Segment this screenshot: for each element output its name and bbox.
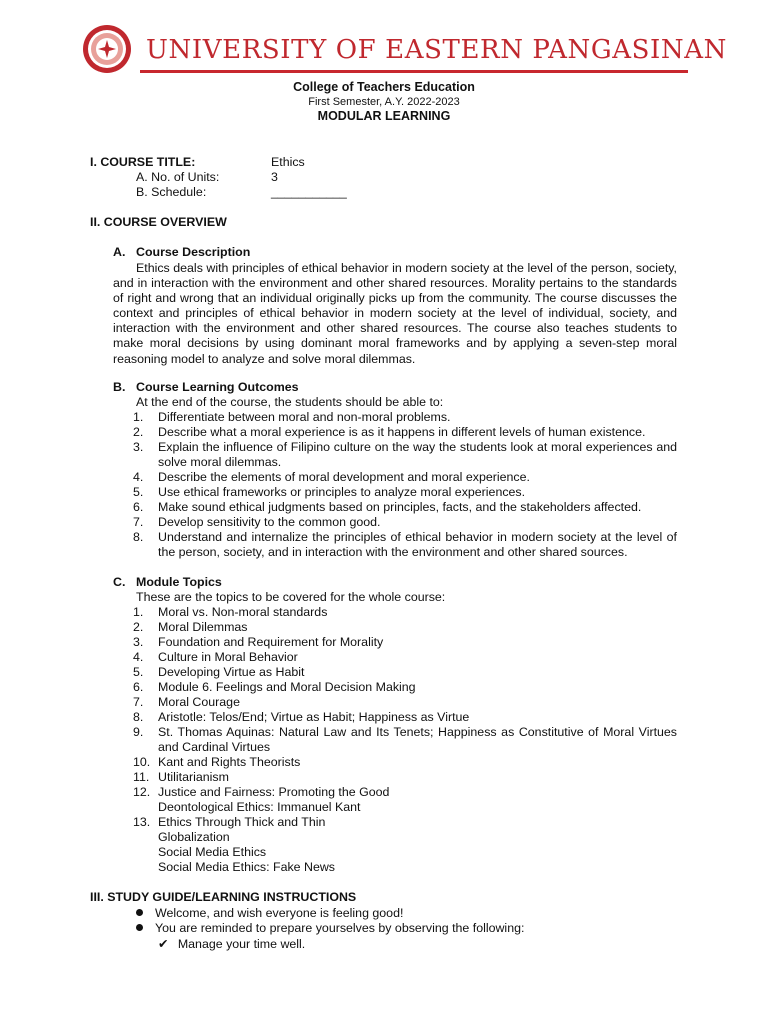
bullet-icon (136, 924, 143, 931)
university-name: UNIVERSITY OF EASTERN PANGASINAN (146, 35, 727, 65)
course-description-text: Ethics deals with principles of ethical behavior in modern society at the level of the person, society, and in interaction with the environment and other shared resources. Morality pertains to the standards of right and wrong that an individual originally picks up from the community. The course discusses the context and principles of ethical behavior in modern society at the level of individual, society, and interaction with the environment and other shared resources. The course also teaches students to make moral decisions by using dominant moral frameworks and by applying a seven-step moral reasoning model to analyze and solve moral dilemmas. (113, 261, 677, 366)
list-item: 6. Module 6. Feelings and Moral Decision Making (133, 680, 416, 694)
list-item: 12. Justice and Fairness: Promoting the Good (133, 785, 390, 799)
bullet-item: You are reminded to prepare yourselves by observing the following: (136, 921, 524, 935)
bullet-icon (136, 909, 143, 916)
list-item: 2. Describe what a moral experience is as it happens in different levels of human existence. (133, 425, 646, 439)
outcomes-letter: B. (113, 380, 126, 394)
check-icon: ✔ (158, 937, 169, 951)
outcomes-list (113, 410, 677, 560)
course-title-label: I. COURSE TITLE: (90, 155, 196, 169)
list-item: 9. St. Thomas Aquinas: Natural Law and Its Tenets; Happiness as Constitutive of Moral Virtues and Cardinal Virtues (133, 725, 677, 754)
bullet-item: Welcome, and wish everyone is feeling good! (136, 906, 403, 920)
list-item: 1. Moral vs. Non-moral standards (133, 605, 328, 619)
course-title-value: Ethics (271, 155, 305, 169)
sub-list-item: Deontological Ethics: Immanuel Kant (158, 800, 361, 814)
list-item: 7. Develop sensitivity to the common good. (133, 515, 381, 529)
sub-list-item: Globalization (158, 830, 230, 844)
sub-list-item: Social Media Ethics: Fake News (158, 860, 335, 874)
description-title: Course Description (136, 245, 251, 259)
list-item: 6. Make sound ethical judgments based on principles, facts, and the stakeholders affected. (133, 500, 642, 514)
university-seal-icon (82, 24, 132, 74)
study-guide-heading: III. STUDY GUIDE/LEARNING INSTRUCTIONS (90, 890, 357, 904)
topics-title: Module Topics (136, 575, 222, 589)
sub-list-item: Social Media Ethics (158, 845, 267, 859)
description-letter: A. (113, 245, 126, 259)
schedule-value: ___________ (271, 185, 347, 199)
list-item: 2. Moral Dilemmas (133, 620, 248, 634)
learning-mode: MODULAR LEARNING (317, 109, 451, 123)
list-item: 8. Aristotle: Telos/End; Virtue as Habit; Happiness as Virtue (133, 710, 470, 724)
list-item: 3. Foundation and Requirement for Morality (133, 635, 384, 649)
schedule-label: B. Schedule: (136, 185, 207, 199)
check-item: ✔ Manage your time well. (158, 937, 306, 951)
units-label: A. No. of Units: (136, 170, 220, 184)
topics-list (113, 605, 677, 875)
list-item: 7. Moral Courage (133, 695, 240, 709)
list-item: 11. Utilitarianism (133, 770, 229, 784)
list-item: 1. Differentiate between moral and non-moral problems. (133, 410, 451, 424)
university-header (80, 22, 727, 78)
list-item: 5. Developing Virtue as Habit (133, 665, 305, 679)
topics-letter: C. (113, 575, 126, 589)
header-divider (140, 70, 688, 73)
list-item: 13. Ethics Through Thick and Thin (133, 815, 326, 829)
list-item: 5. Use ethical frameworks or principles to analyze moral experiences. (133, 485, 526, 499)
list-item: 4. Culture in Moral Behavior (133, 650, 298, 664)
list-item: 4. Describe the elements of moral development and moral experience. (133, 470, 530, 484)
list-item: 8. Understand and internalize the principles of ethical behavior in modern society at the level of the person, society, and in interaction with the environment and other shared sources. (133, 530, 677, 559)
semester-line: First Semester, A.Y. 2022-2023 (308, 96, 460, 108)
list-item: 3. Explain the influence of Filipino culture on the way the students look at moral experiences and solve moral dilemmas. (133, 440, 677, 469)
overview-heading: II. COURSE OVERVIEW (90, 215, 227, 229)
units-value: 3 (271, 170, 278, 184)
outcomes-intro: At the end of the course, the students should be able to: (136, 395, 444, 409)
college-name: College of Teachers Education (293, 80, 475, 94)
list-item: 10. Kant and Rights Theorists (133, 755, 301, 769)
outcomes-title: Course Learning Outcomes (136, 380, 299, 394)
topics-intro: These are the topics to be covered for the whole course: (136, 590, 446, 604)
